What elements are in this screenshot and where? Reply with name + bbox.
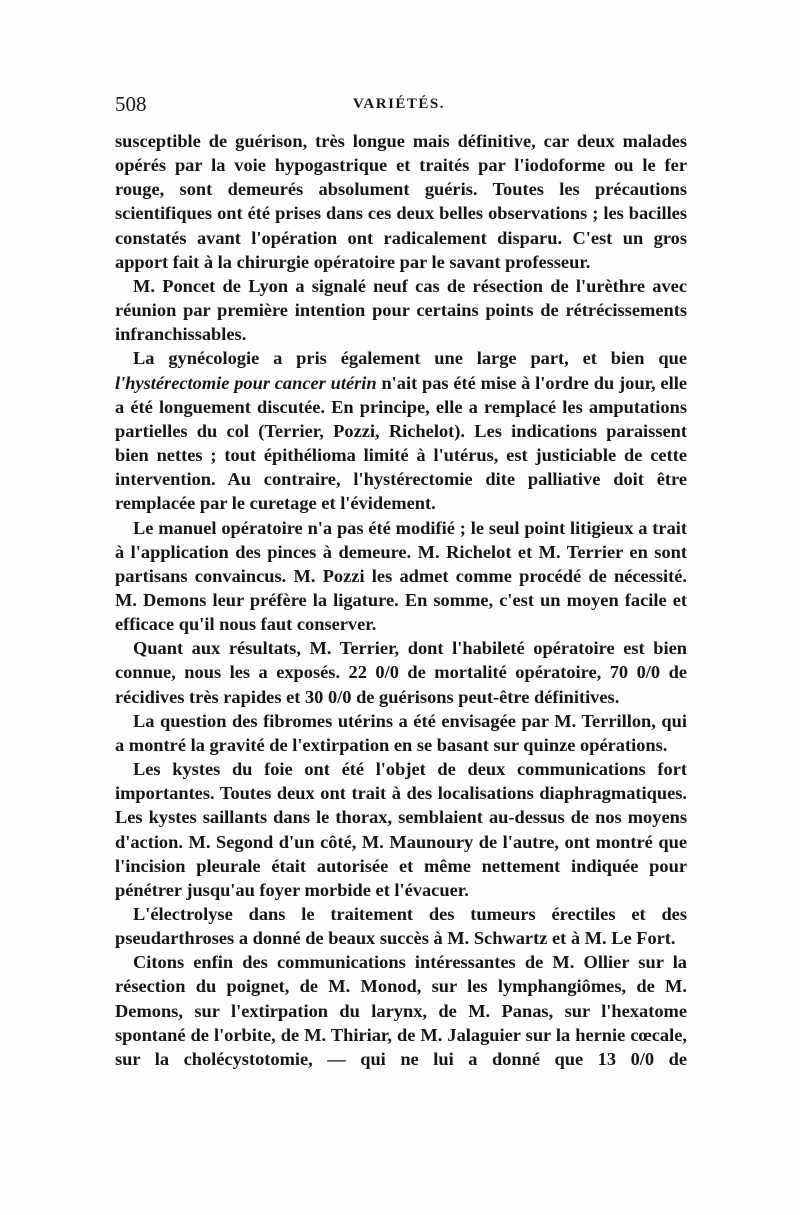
body-text [115, 129, 687, 1071]
paragraph: susceptible de guérison, très longue mais définitive, car deux malades opérés par la voie hypogastrique et traités par l'iodoforme ou le fer rouge, sont demeurés absolument guéris. Toutes les précautions scientifiques ont été prises dans ces deux belles observations ; les bacilles constatés avant l'opération ont radicalement disparu. C'est un gros apport fait à la chirurgie opératoire par le savant professeur. [115, 131, 687, 272]
page-header [115, 92, 685, 122]
paragraph: Les kystes du foie ont été l'objet de deux communications fort importantes. Toutes deux ont trait à des localisations diaphragmatiques. Les kystes saillants dans le thorax, semblaient au-dessus de nos moyens d'action. M. Segond d'un côté, M. Maunoury de l'autre, ont montré que l'incision pleurale était autorisée et même nettement indiquée pour pénétrer jusqu'au foyer morbide et l'évacuer. [115, 759, 687, 900]
paragraph-text: La gynécologie a pris également une large part, et bien que [133, 348, 687, 369]
paragraph: L'électrolyse dans le traitement des tumeurs érectiles et des pseudarthroses a donné de beaux succès à M. Schwartz et à M. Le Fort. [115, 904, 687, 949]
paragraph: La question des fibromes utérins a été envisagée par M. Terrillon, qui a montré la gravité de l'extirpation en se basant sur quinze opérations. [115, 710, 687, 755]
paragraph: Le manuel opératoire n'a pas été modifié ; le seul point litigieux a trait à l'application des pinces à demeure. M. Richelot et M. Terrier en sont partisans convaincus. M. Pozzi les admet comme procédé de nécessité. M. Demons leur préfère la ligature. En somme, c'est un moyen facile et efficace qu'il nous faut conserver. [115, 517, 687, 635]
paragraph-text: n'ait pas été mise à l'ordre du jour, elle a été longuement discutée. En principe, elle a remplacé les amputations partielles du col (Terrier, Pozzi, Richelot). Les indications paraissent bien nettes ; tout épithélioma limité à l'utérus, est justiciable de cette intervention. Au contraire, l'hystérectomie dite palliative doit être remplacée par le curetage et l'évidement. [115, 372, 687, 514]
paragraph: Citons enfin des communications intéressantes de M. Ollier sur la résection du poignet, de M. Monod, sur les lymphangiômes, de M. Demons, sur l'extirpation du larynx, de M. Panas, sur l'hexatome spontané de l'orbite, de M. Thiriar, de M. Jalaguier sur la hernie cœcale, sur la cholécystotomie, — qui ne lui a donné que 13 0/0 de [115, 952, 687, 1069]
paragraph [115, 346, 687, 515]
paragraph: Quant aux résultats, M. Terrier, dont l'habileté opératoire est bien connue, nous les a exposés. 22 0/0 de mortalité opératoire, 70 0/0 de récidives très rapides et 30 0/0 de guérisons peut-être définitives. [115, 638, 687, 707]
paragraph: M. Poncet de Lyon a signalé neuf cas de résection de l'urèthre avec réunion par première intention pour certains points de rétrécissements infranchissables. [115, 275, 687, 345]
italic-term: l'hystérectomie pour cancer utérin [115, 372, 377, 393]
page-number: 508 [115, 92, 147, 116]
running-head: VARIÉTÉS. [353, 96, 446, 112]
